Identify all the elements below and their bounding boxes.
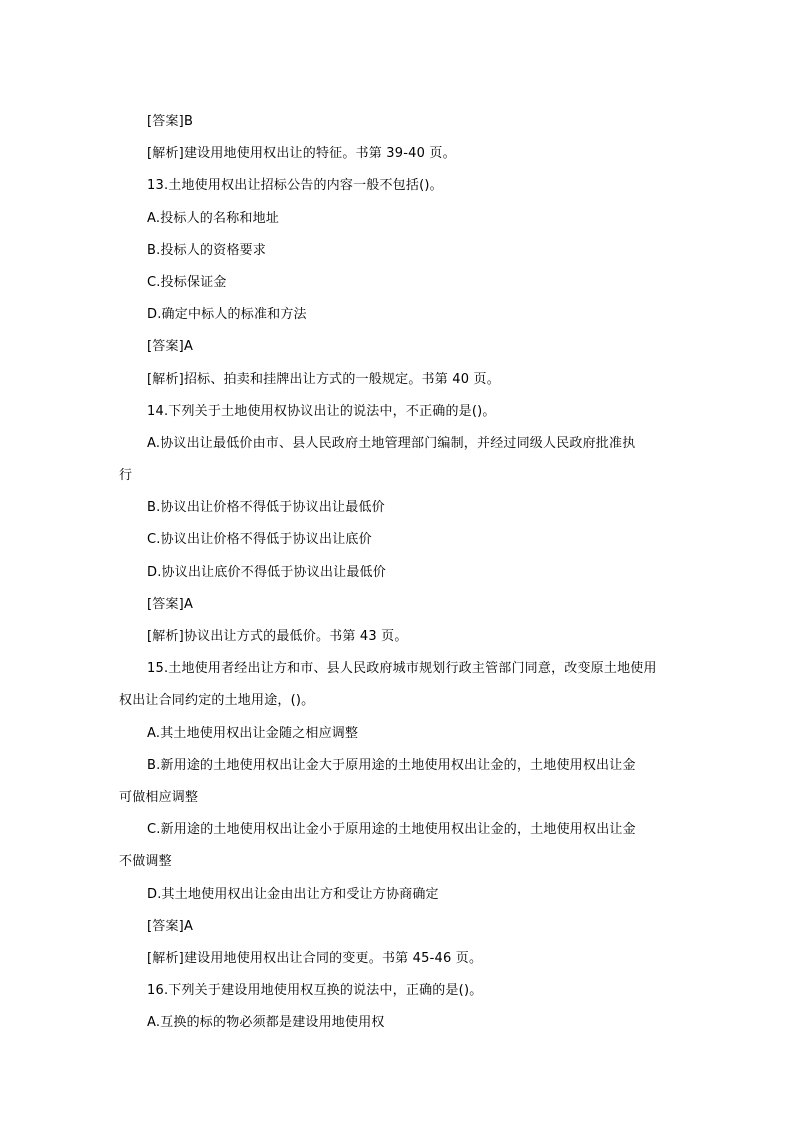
text-line: 16.下列关于建设用地使用权互换的说法中，正确的是()。 (147, 983, 483, 999)
text-line: [解析]建设用地使用权出让合同的变更。书第 45-46 页。 (147, 950, 483, 966)
text-line: 可做相应调整 (119, 789, 199, 805)
text-line: 15.土地使用者经出让方和市、县人民政府城市规划行政主管部门同意，改变原土地使用 (147, 661, 657, 677)
text-line: A.互换的标的物必须都是建设用地使用权 (147, 1015, 385, 1031)
text-line: A.其土地使用权出让金随之相应调整 (147, 725, 359, 741)
text-line: B.投标人的资格要求 (147, 242, 267, 258)
text-line: D.协议出让底价不得低于协议出让最低价 (147, 564, 386, 580)
text-line: 14.下列关于土地使用权协议出让的说法中，不正确的是()。 (147, 403, 496, 419)
text-line: [答案]B (147, 114, 194, 129)
text-line: 不做调整 (119, 854, 172, 870)
text-line: 行 (119, 468, 133, 484)
document-body (119, 106, 679, 1039)
text-line: [答案]A (147, 339, 194, 355)
text-line: C.协议出让价格不得低于协议出让底价 (147, 532, 372, 548)
text-line: [解析]招标、拍卖和挂牌出让方式的一般规定。书第 40 页。 (147, 371, 500, 387)
text-line: [答案]A (147, 596, 194, 612)
text-line: D.确定中标人的标准和方法 (147, 307, 307, 323)
text-line: [解析]建设用地使用权出让的特征。书第 39-40 页。 (147, 146, 456, 162)
text-line: B.新用途的土地使用权出让金大于原用途的土地使用权出让金的，土地使用权出让金 (147, 757, 636, 773)
text-line: 13.土地使用权出让招标公告的内容一般不包括()。 (147, 178, 443, 194)
text-line: 权出让合同约定的土地用途，()。 (119, 693, 315, 709)
text-line: B.协议出让价格不得低于协议出让最低价 (147, 500, 385, 516)
text-line: A.协议出让最低价由市、县人民政府土地管理部门编制，并经过同级人民政府批准执 (147, 435, 636, 451)
text-line: A.投标人的名称和地址 (147, 210, 279, 226)
text-line: [解析]协议出让方式的最低价。书第 43 页。 (147, 629, 408, 644)
text-line: C.新用途的土地使用权出让金小于原用途的土地使用权出让金的，土地使用权出让金 (147, 822, 636, 838)
text-line: [答案]A (147, 918, 194, 934)
text-line: C.投标保证金 (147, 274, 227, 290)
text-line: D.其土地使用权出让金由出让方和受让方协商确定 (147, 886, 439, 902)
